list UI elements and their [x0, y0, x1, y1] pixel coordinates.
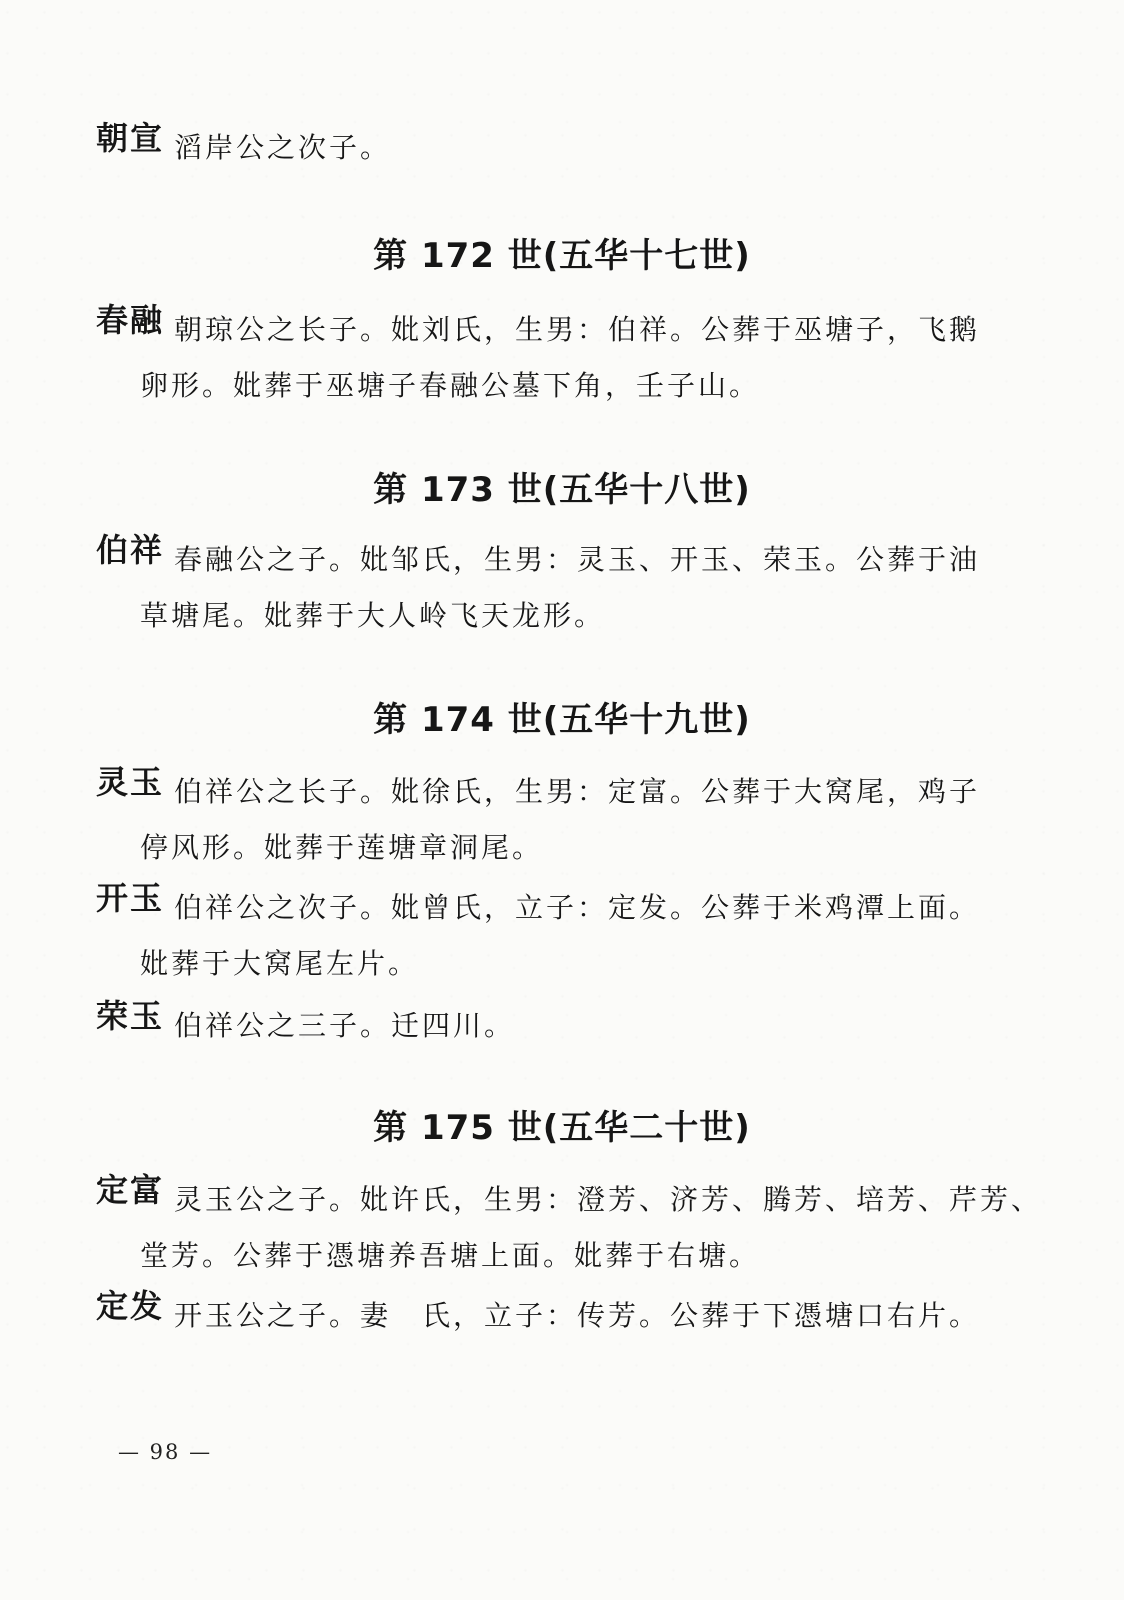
page-number: — 98 — [118, 1440, 213, 1464]
person-name: 荣玉 [96, 997, 165, 1035]
entry-line: 妣葬于大窝尾左片。 [140, 947, 420, 980]
entry-text [140, 1172, 1043, 1284]
entry-text [140, 998, 1002, 1054]
person-name: 定富 [96, 1171, 165, 1209]
entry-line: 灵玉公之子。妣许氏，生男：澄芳、济芳、腾芳、培芳、芹芳、 [174, 1183, 1043, 1216]
entry-line: 伯祥公之长子。妣徐氏，生男：定富。公葬于大窝尾，鸡子 [174, 775, 981, 808]
entry-text [140, 880, 1002, 992]
person-name: 伯祥 [96, 531, 165, 569]
entry-line: 卵形。妣葬于巫塘子春融公墓下角，壬子山。 [140, 369, 761, 402]
entry-text [140, 1288, 1002, 1344]
entry-line: 春融公之子。妣邹氏，生男：灵玉、开玉、荣玉。公葬于油 [174, 543, 981, 576]
generation-heading-174: 第 174 世(五华十九世) [373, 700, 751, 740]
person-name: 朝宣 [96, 119, 165, 157]
generation-heading-172: 第 172 世(五华十七世) [373, 236, 751, 276]
entry-line: 伯祥公之次子。妣曾氏，立子：定发。公葬于米鸡潭上面。 [174, 891, 981, 924]
person-name: 定发 [96, 1287, 165, 1325]
entry-line: 堂芳。公葬于憑塘养吾塘上面。妣葬于右塘。 [140, 1239, 761, 1272]
entry-line: 草塘尾。妣葬于大人岭飞天龙形。 [140, 599, 606, 632]
generation-heading-175: 第 175 世(五华二十世) [373, 1108, 751, 1148]
entry-line: 开玉公之子。妻 氏，立子：传芳。公葬于下憑塘口右片。 [174, 1299, 981, 1332]
entry-line: 伯祥公之三子。迁四川。 [174, 1009, 516, 1042]
entry-line: 停风形。妣葬于莲塘章洞尾。 [140, 831, 544, 864]
generation-heading-173: 第 173 世(五华十八世) [373, 470, 751, 510]
entry-line: 滔岸公之次子。 [174, 131, 392, 164]
entry-text [140, 532, 1002, 644]
person-name: 开玉 [96, 879, 165, 917]
entry-text [140, 764, 1002, 876]
person-name: 灵玉 [96, 763, 165, 801]
entry-text [140, 302, 1002, 414]
person-name: 春融 [96, 301, 165, 339]
entry-line: 朝琼公之长子。妣刘氏，生男：伯祥。公葬于巫塘子，飞鹅 [174, 313, 981, 346]
entry-text [140, 120, 1002, 176]
